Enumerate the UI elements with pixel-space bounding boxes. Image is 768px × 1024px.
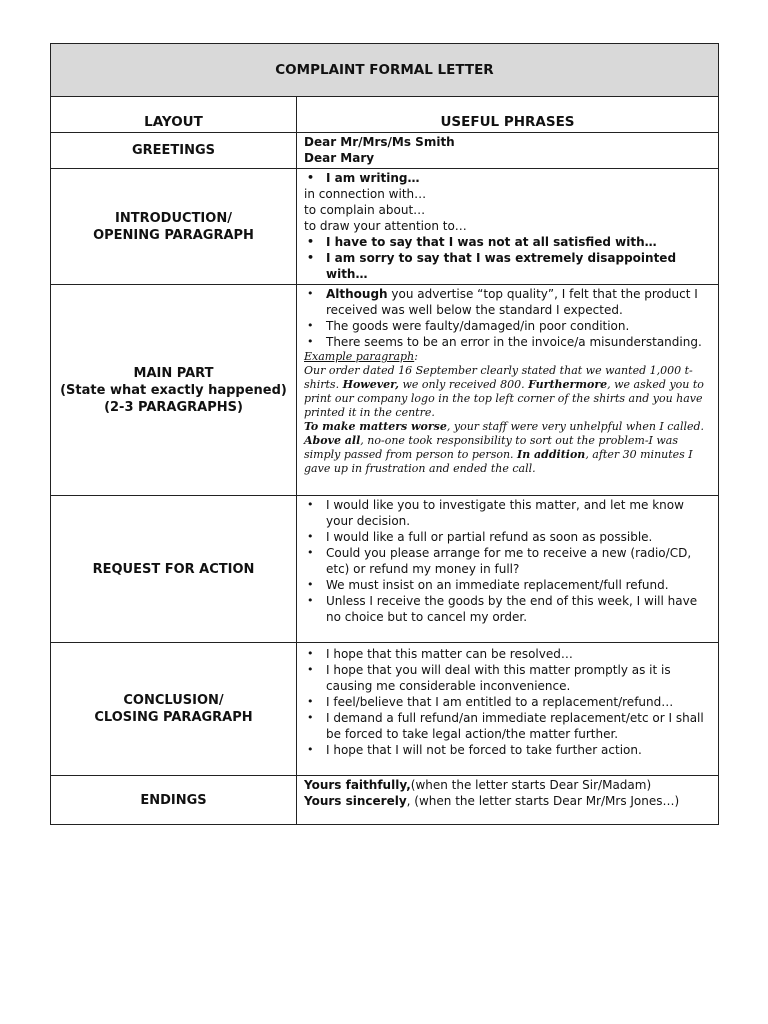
greetings-row — [51, 133, 719, 169]
label-line: CLOSING PARAGRAPH — [94, 710, 253, 725]
list-item: • The goods were faulty/damaged/in poor condition. — [304, 318, 712, 334]
example-text: , no-one took responsibility to sort out the problem-I was simply passed from person to person. — [304, 434, 679, 461]
list-item: • I have to say that I was not at all satisfied with… — [304, 234, 712, 250]
example-text: , we asked you to print our company logo in the top left corner of the shirts and you have printed it in the centre. — [304, 378, 704, 419]
request-label: REQUEST FOR ACTION — [51, 496, 297, 643]
bold-phrase: Although — [326, 287, 388, 301]
list-item: • There seems to be an error in the invoice/a misunderstanding. — [304, 334, 712, 350]
ending-line — [304, 777, 712, 793]
example-text: , your staff were very unhelpful when I called. — [446, 420, 705, 433]
endings-label: ENDINGS — [51, 776, 297, 825]
example-bold: Furthermore — [528, 378, 608, 391]
list-item: • I feel/believe that I am entitled to a replacement/refund… — [304, 694, 712, 710]
sub-phrase: to draw your attention to… — [304, 219, 467, 233]
example-bold: To make matters worse — [304, 420, 447, 433]
introduction-phrases — [297, 169, 719, 285]
example-paragraph — [304, 420, 712, 476]
ending-text: (when the letter starts Dear Sir/Madam) — [410, 778, 652, 792]
example-text: , after 30 minutes I gave up in frustration and ended the call. — [304, 448, 693, 475]
list-item: • I hope that you will deal with this matter promptly as it is causing me considerable inconvenience. — [304, 662, 712, 694]
conclusion-phrases — [297, 643, 719, 776]
conclusion-row — [51, 643, 719, 776]
list-item: • I am writing… — [304, 170, 712, 186]
introduction-label — [51, 169, 297, 285]
title-row — [51, 44, 719, 97]
example-bold: Above all — [304, 434, 361, 447]
label-line: INTRODUCTION/ — [115, 210, 232, 226]
example-heading — [304, 350, 712, 364]
list-item: • I hope that I will not be forced to take further action. — [304, 742, 712, 758]
list-item — [304, 286, 712, 318]
list-item: • I hope that this matter can be resolved… — [304, 646, 712, 662]
example-text: we only received 800. — [399, 378, 529, 391]
list-item: • I would like you to investigate this matter, and let me know your decision. — [304, 497, 712, 529]
example-label: Example paragraph — [304, 350, 415, 363]
phrases-header: USEFUL PHRASES — [297, 97, 719, 133]
list-item: • Unless I receive the goods by the end of this week, I will have no choice but to cancel my order. — [304, 593, 712, 625]
greetings-phrases — [297, 133, 719, 169]
greetings-label: GREETINGS — [51, 133, 297, 169]
list-item: • I demand a full refund/an immediate replacement/etc or I shall be forced to take legal action/the matter further. — [304, 710, 712, 742]
greeting-line: Dear Mr/Mrs/Ms Smith — [304, 135, 455, 149]
endings-phrases — [297, 776, 719, 825]
sub-phrase: in connection with… — [304, 187, 427, 201]
ending-bold: Yours sincerely — [304, 794, 407, 808]
list-item: • I would like a full or partial refund as soon as possible. — [304, 529, 712, 545]
ending-line — [304, 793, 712, 809]
endings-row — [51, 776, 719, 825]
main-part-phrases — [297, 285, 719, 496]
example-text: Our order dated 16 September clearly stated that we wanted 1,000 t-shirts. — [304, 364, 693, 391]
label-line: MAIN PART — [133, 365, 214, 381]
example-paragraph — [304, 364, 712, 420]
sub-phrase: to complain about… — [304, 203, 426, 217]
phrases-table — [50, 43, 719, 825]
ending-bold: Yours faithfully, — [304, 778, 411, 792]
layout-header: LAYOUT — [51, 97, 297, 133]
conclusion-label — [51, 643, 297, 776]
list-item: • I am sorry to say that I was extremely disappointed with… — [304, 250, 712, 282]
example-bold: However, — [342, 378, 399, 391]
label-line: OPENING PARAGRAPH — [93, 227, 254, 243]
header-row — [51, 97, 719, 133]
list-item: • Could you please arrange for me to receive a new (radio/CD, etc) or refund my money in full? — [304, 545, 712, 577]
example-bold: In addition — [517, 448, 586, 461]
phrase-text: you advertise “top quality”, I felt that the product I received was well below the standard I expected. — [326, 287, 698, 317]
list-item: • We must insist on an immediate replacement/full refund. — [304, 577, 712, 593]
ending-text: , (when the letter starts Dear Mr/Mrs Jones…) — [406, 794, 680, 808]
request-phrases — [297, 496, 719, 643]
label-line: (State what exactly happened) — [60, 382, 287, 398]
main-part-row — [51, 285, 719, 496]
example-colon: : — [414, 350, 418, 363]
main-part-label — [51, 285, 297, 496]
label-line: (2-3 PARAGRAPHS) — [104, 399, 243, 415]
introduction-row — [51, 169, 719, 285]
request-row — [51, 496, 719, 643]
greeting-line: Dear Mary — [304, 151, 375, 165]
label-line: CONCLUSION/ — [123, 693, 224, 708]
page-title: COMPLAINT FORMAL LETTER — [51, 44, 719, 97]
